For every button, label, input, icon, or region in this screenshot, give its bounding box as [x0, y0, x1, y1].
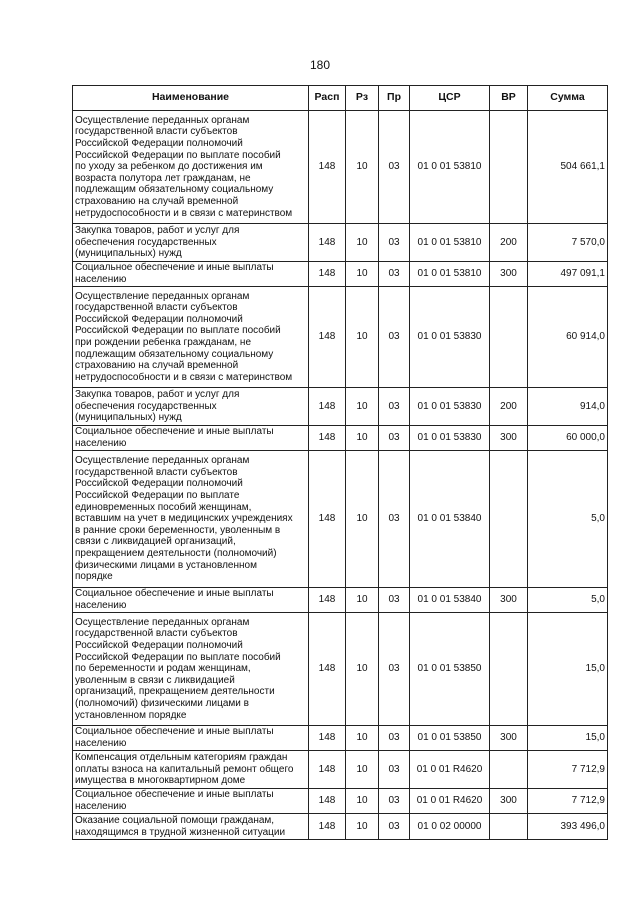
row-vr — [490, 613, 528, 726]
row-vr: 300 — [490, 426, 528, 451]
row-vr: 300 — [490, 726, 528, 751]
row-vr: 200 — [490, 224, 528, 262]
table-row — [73, 426, 608, 451]
row-csr: 01 0 01 53840 — [410, 451, 490, 588]
row-rasp: 148 — [309, 287, 346, 388]
page-number: 180 — [309, 58, 331, 72]
table-header-row — [73, 86, 608, 111]
table-row — [73, 726, 608, 751]
table-row — [73, 262, 608, 287]
row-name: Компенсация отдельным категориям граждан оплаты взноса на капитальный ремонт общего имущества в многоквартирном доме — [73, 751, 309, 789]
header-sum: Сумма — [528, 86, 608, 111]
row-name: Социальное обеспечение и иные выплаты населению — [73, 426, 309, 451]
row-csr: 01 0 01 53850 — [410, 726, 490, 751]
row-rz: 10 — [346, 262, 379, 287]
row-sum: 7 712,9 — [528, 789, 608, 814]
row-vr — [490, 287, 528, 388]
table-row — [73, 588, 608, 613]
row-pr: 03 — [379, 588, 410, 613]
header-vr: ВР — [490, 86, 528, 111]
row-vr: 300 — [490, 588, 528, 613]
row-sum: 15,0 — [528, 726, 608, 751]
row-vr: 200 — [490, 388, 528, 426]
row-csr: 01 0 01 R4620 — [410, 751, 490, 789]
row-rasp: 148 — [309, 388, 346, 426]
row-vr — [490, 751, 528, 789]
header-name: Наименование — [73, 86, 309, 111]
row-sum: 60 914,0 — [528, 287, 608, 388]
table-row — [73, 451, 608, 588]
row-name: Социальное обеспечение и иные выплаты населению — [73, 726, 309, 751]
row-pr: 03 — [379, 224, 410, 262]
row-csr: 01 0 01 R4620 — [410, 789, 490, 814]
header-csr: ЦСР — [410, 86, 490, 111]
row-sum: 7 570,0 — [528, 224, 608, 262]
row-rz: 10 — [346, 426, 379, 451]
row-name: Социальное обеспечение и иные выплаты населению — [73, 789, 309, 814]
row-csr: 01 0 01 53810 — [410, 111, 490, 224]
row-pr: 03 — [379, 426, 410, 451]
row-rz: 10 — [346, 111, 379, 224]
row-rasp: 148 — [309, 726, 346, 751]
table-row — [73, 814, 608, 840]
row-rz: 10 — [346, 751, 379, 789]
table-row — [73, 613, 608, 726]
row-name: Осуществление переданных органам государственной власти субъектов Российской Федерации полномочий Российской Федерации по выплате единовременных пособий женщинам, вставшим на учет в медицинских учреждениях в ранние сроки беременности, уволенным в связи с ликвидацией организаций, прекращением деятельности (полномочий) физическими лицами в установленном порядке — [73, 451, 309, 588]
row-name: Осуществление переданных органам государственной власти субъектов Российской Федерации полномочий Российской Федерации по выплате пособий при рождении ребенка гражданам, не подлежащим обязательному социальному страхованию на случай временной нетрудоспособности и в связи с материнством — [73, 287, 309, 388]
row-csr: 01 0 01 53830 — [410, 287, 490, 388]
table-row — [73, 388, 608, 426]
table-row — [73, 751, 608, 789]
row-rz: 10 — [346, 287, 379, 388]
table-row — [73, 111, 608, 224]
row-pr: 03 — [379, 814, 410, 840]
row-rasp: 148 — [309, 451, 346, 588]
row-csr: 01 0 01 53810 — [410, 262, 490, 287]
row-name: Социальное обеспечение и иные выплаты населению — [73, 588, 309, 613]
row-vr: 300 — [490, 262, 528, 287]
row-vr — [490, 111, 528, 224]
row-pr: 03 — [379, 726, 410, 751]
row-rasp: 148 — [309, 426, 346, 451]
row-vr — [490, 814, 528, 840]
row-csr: 01 0 01 53850 — [410, 613, 490, 726]
row-rasp: 148 — [309, 814, 346, 840]
row-vr — [490, 451, 528, 588]
row-sum: 497 091,1 — [528, 262, 608, 287]
row-rasp: 148 — [309, 588, 346, 613]
row-pr: 03 — [379, 111, 410, 224]
row-pr: 03 — [379, 262, 410, 287]
row-rz: 10 — [346, 789, 379, 814]
row-rasp: 148 — [309, 111, 346, 224]
header-pr: Пр — [379, 86, 410, 111]
row-name: Закупка товаров, работ и услуг для обеспечения государственных (муниципальных) нужд — [73, 224, 309, 262]
header-rz: Рз — [346, 86, 379, 111]
row-name: Оказание социальной помощи гражданам, находящимся в трудной жизненной ситуации — [73, 814, 309, 840]
row-rz: 10 — [346, 814, 379, 840]
row-pr: 03 — [379, 613, 410, 726]
row-rz: 10 — [346, 451, 379, 588]
row-pr: 03 — [379, 451, 410, 588]
row-rz: 10 — [346, 588, 379, 613]
row-sum: 7 712,9 — [528, 751, 608, 789]
row-rz: 10 — [346, 726, 379, 751]
row-csr: 01 0 01 53840 — [410, 588, 490, 613]
row-rasp: 148 — [309, 262, 346, 287]
row-sum: 914,0 — [528, 388, 608, 426]
row-rz: 10 — [346, 224, 379, 262]
row-name: Осуществление переданных органам государственной власти субъектов Российской Федерации полномочий Российской Федерации по выплате пособий по уходу за ребенком до достижения им возраста полутора лет гражданам, не подлежащим обязательному социальному страхованию на случай временной нетрудоспособности и в связи с материнством — [73, 111, 309, 224]
row-sum: 5,0 — [528, 588, 608, 613]
row-csr: 01 0 01 53810 — [410, 224, 490, 262]
row-pr: 03 — [379, 789, 410, 814]
row-rasp: 148 — [309, 613, 346, 726]
row-csr: 01 0 01 53830 — [410, 388, 490, 426]
table-row — [73, 224, 608, 262]
row-rz: 10 — [346, 388, 379, 426]
row-sum: 15,0 — [528, 613, 608, 726]
row-vr: 300 — [490, 789, 528, 814]
row-sum: 5,0 — [528, 451, 608, 588]
row-sum: 60 000,0 — [528, 426, 608, 451]
budget-table — [72, 85, 608, 840]
header-rasp: Расп — [309, 86, 346, 111]
row-rasp: 148 — [309, 751, 346, 789]
row-name: Осуществление переданных органам государственной власти субъектов Российской Федерации полномочий Российской Федерации по выплате пособий по беременности и родам женщинам, уволенным в связи с ликвидацией организаций, прекращением деятельности (полномочий) физическими лицами в установленном порядке — [73, 613, 309, 726]
row-csr: 01 0 02 00000 — [410, 814, 490, 840]
row-pr: 03 — [379, 287, 410, 388]
table-row — [73, 789, 608, 814]
row-pr: 03 — [379, 751, 410, 789]
row-rz: 10 — [346, 613, 379, 726]
row-sum: 393 496,0 — [528, 814, 608, 840]
row-name: Закупка товаров, работ и услуг для обеспечения государственных (муниципальных) нужд — [73, 388, 309, 426]
row-csr: 01 0 01 53830 — [410, 426, 490, 451]
row-name: Социальное обеспечение и иные выплаты населению — [73, 262, 309, 287]
row-rasp: 148 — [309, 224, 346, 262]
row-pr: 03 — [379, 388, 410, 426]
table-row — [73, 287, 608, 388]
row-rasp: 148 — [309, 789, 346, 814]
row-sum: 504 661,1 — [528, 111, 608, 224]
